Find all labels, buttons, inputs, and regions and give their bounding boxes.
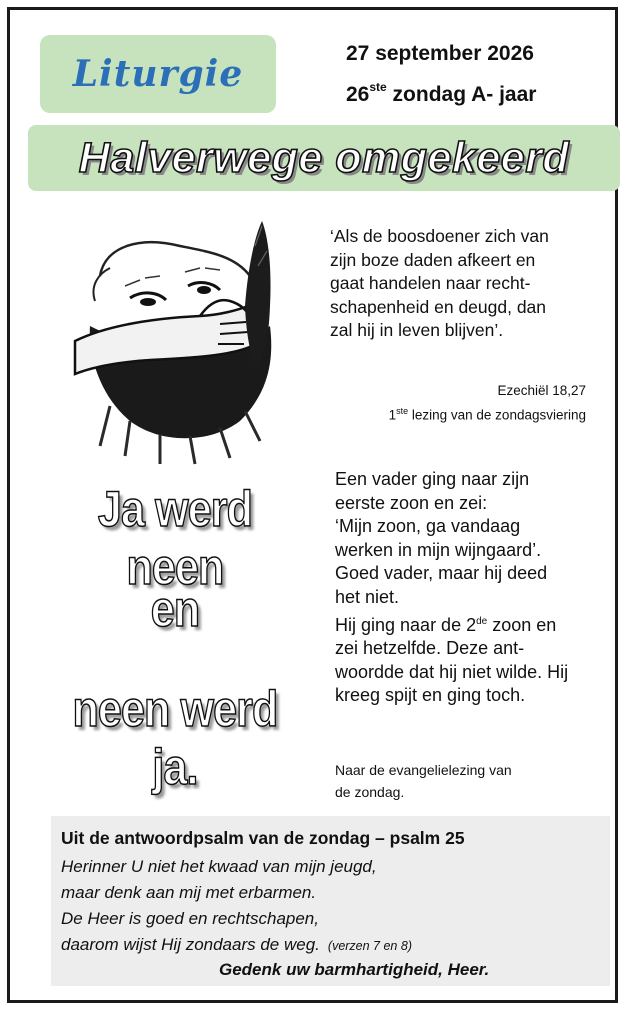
sunday-label: 26ste zondag A- jaar [346, 80, 537, 106]
man-covering-mouth-illustration [70, 206, 290, 466]
psalm-line: daarom wijst Hij zondaars de weg. (verzen 7 en 8) [61, 935, 412, 954]
psalm-title: Uit de antwoordpsalm van de zondag – psalm 25 [61, 828, 465, 848]
ezekiel-quote [330, 225, 590, 343]
psalm-verses [61, 854, 412, 959]
liturgie-badge [40, 35, 276, 113]
reading-label: 1ste lezing van de zondagsviering [388, 406, 586, 423]
verse-reference: (verzen 7 en 8) [327, 939, 412, 953]
page-frame [7, 7, 618, 1003]
psalm-refrain: Gedenk uw barmhartigheid, Heer. [219, 960, 490, 979]
gospel-summary [335, 468, 600, 708]
gospel-source: Naar de evangelielezing van de zondag. [335, 762, 512, 800]
quote-reference [330, 380, 586, 426]
liturgie-label: Liturgie [72, 53, 244, 95]
story-text: Een vader ging naar zijn eerste zoon en zei: ‘Mijn zoon, ga vandaag werken in mijn wijngaard’. Goed vader, maar hij deed het niet. Hij ging naar de 2de zoon en zei hetzelfde. Deze ant- woordde dat hij niet wilde. Hij kreeg spijt en ging toch. [335, 469, 569, 706]
service-date: 27 september 2026 [346, 42, 534, 65]
psalm-line: De Heer is goed en rechtschapen, [61, 909, 319, 928]
psalm-panel [51, 816, 610, 986]
psalm-line: maar denk aan mij met erbarmen. [61, 883, 317, 902]
psalm-line: Herinner U niet het kwaad van mijn jeugd, [61, 857, 377, 876]
title-banner [28, 125, 620, 191]
slogan-line-1: Ja werd neen [97, 481, 253, 595]
slogan-line-2: en [150, 581, 200, 637]
slogan-line-3: neen werd ja. [72, 681, 278, 795]
quote-source: Ezechiël 18,27 [497, 383, 586, 398]
page-title: Halverwege omgekeerd [78, 133, 570, 182]
quote-text: ‘Als de boosdoener zich van zijn boze daden afkeert en gaat handelen naar recht- schapenheid en deugd, dan zal hij in leven blijven’. [330, 226, 549, 340]
